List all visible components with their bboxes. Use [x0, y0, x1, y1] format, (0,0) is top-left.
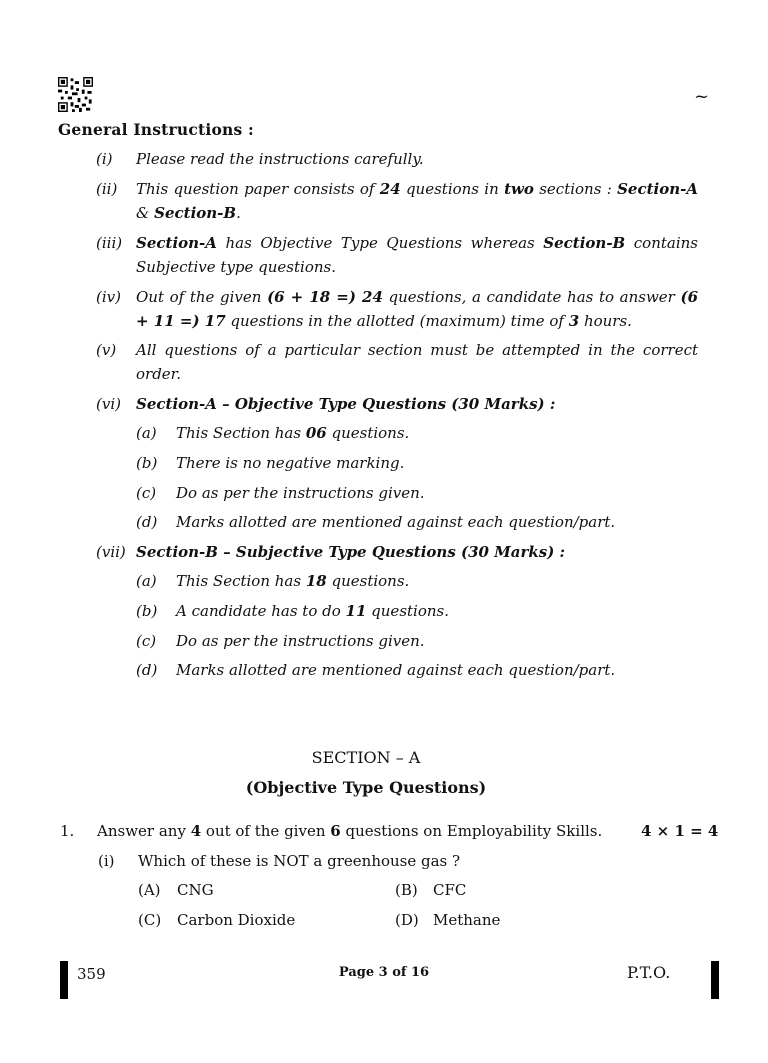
- instruction-iv: [96, 286, 698, 333]
- item-text: All questions of a particular section must be attempted in the correct order.: [136, 341, 698, 383]
- sub-item-number: (c): [136, 484, 157, 502]
- option-d-label: (D): [395, 911, 419, 929]
- sub-item-number: (a): [136, 424, 157, 442]
- instruction-vii: [96, 541, 698, 565]
- item-number: (i): [96, 150, 113, 168]
- section-subtitle: (Objective Type Questions): [245, 778, 487, 797]
- option-c-label: (C): [138, 911, 162, 929]
- sub-item-number: (d): [136, 661, 158, 679]
- sub-item-text: Marks allotted are mentioned against each question/part.: [176, 661, 616, 679]
- option-d-text: Methane: [433, 911, 501, 929]
- sub-item-number: (b): [136, 602, 158, 620]
- sub-item-number: (c): [136, 632, 157, 650]
- question-marks: 4 × 1 = 4: [641, 822, 719, 840]
- sub-item-number: (a): [136, 572, 157, 590]
- sub-item-vi-a: [136, 422, 696, 445]
- option-a-text: CNG: [177, 881, 214, 899]
- sub-item-text: There is no negative marking.: [176, 454, 405, 472]
- section-title: SECTION – A: [311, 748, 421, 767]
- item-text: This question paper consists of 24 questions in two sections : Section-A & Section-B.: [136, 180, 698, 222]
- item-number: (iii): [96, 234, 123, 252]
- footer-right-bar: [711, 961, 719, 999]
- sub-item-vii-d: [136, 659, 696, 682]
- question-text: Answer any 4 out of the given 6 questions on Employability Skills.: [97, 822, 603, 840]
- sub-question-text: Which of these is NOT a greenhouse gas ?: [138, 852, 461, 870]
- item-number: (ii): [96, 180, 118, 198]
- option-a-label: (A): [138, 881, 161, 899]
- option-c-text: Carbon Dioxide: [177, 911, 296, 929]
- sub-question-number: (i): [98, 852, 115, 870]
- qr-code-icon: [58, 77, 93, 112]
- sub-item-number: (b): [136, 454, 158, 472]
- sub-item-text: Do as per the instructions given.: [176, 632, 425, 650]
- sub-item-text: Do as per the instructions given.: [176, 484, 425, 502]
- item-heading: Section-B – Subjective Type Questions (30 Marks) :: [136, 543, 566, 561]
- instruction-iii: [96, 232, 698, 279]
- sub-item-vii-a: [136, 570, 696, 593]
- item-number: (iv): [96, 288, 121, 306]
- sub-item-text: This Section has 06 questions.: [176, 424, 410, 442]
- option-b-label: (B): [395, 881, 418, 899]
- sub-item-vii-b: [136, 600, 696, 623]
- item-text: Out of the given (6 + 18 =) 24 questions, a candidate has to answer (6 + 11 =) 17 questions in the allotted (maximum) time of 3 hours.: [136, 288, 699, 330]
- sub-item-number: (d): [136, 513, 158, 531]
- paper-code: 359: [77, 965, 106, 983]
- pto-label: P.T.O.: [627, 963, 671, 982]
- page-number: Page 3 of 16: [338, 965, 430, 980]
- instruction-v: [96, 339, 698, 386]
- instruction-i: [96, 148, 698, 172]
- instruction-ii: [96, 178, 698, 225]
- sub-item-vii-c: [136, 630, 696, 653]
- item-heading: Section-A – Objective Type Questions (30 Marks) :: [136, 395, 556, 413]
- sub-item-vi-d: [136, 511, 696, 534]
- instruction-vi: [96, 393, 698, 417]
- sub-item-text: Marks allotted are mentioned against each question/part.: [176, 513, 616, 531]
- sub-item-vi-b: [136, 452, 696, 475]
- sub-item-text: A candidate has to do 11 questions.: [176, 602, 449, 620]
- option-b-text: CFC: [433, 881, 467, 899]
- sub-item-text: This Section has 18 questions.: [176, 572, 410, 590]
- item-text: Section-A has Objective Type Questions whereas Section-B contains Subjective type questions.: [136, 234, 698, 276]
- question-number: 1.: [60, 822, 75, 840]
- tilde-mark: ~: [694, 86, 710, 107]
- item-number: (vi): [96, 395, 121, 413]
- sub-item-vi-c: [136, 482, 696, 505]
- item-number: (vii): [96, 543, 126, 561]
- item-text: Please read the instructions carefully.: [136, 150, 424, 168]
- instructions-title: General Instructions :: [58, 120, 254, 139]
- item-number: (v): [96, 341, 117, 359]
